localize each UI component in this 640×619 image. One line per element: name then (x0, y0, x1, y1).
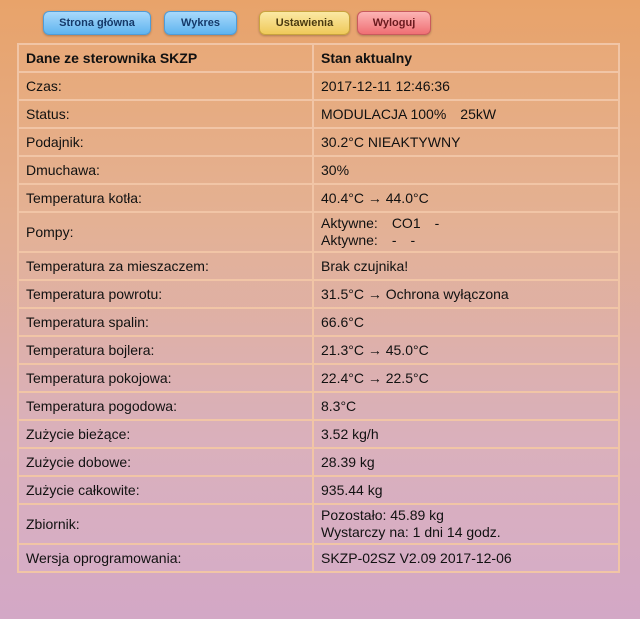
table-row-return-temp (18, 280, 619, 308)
settings-button[interactable]: Ustawienia (259, 11, 350, 35)
row-value: Brak czujnika! (313, 252, 619, 280)
pumps-extra: - (434, 215, 440, 231)
row-value (313, 212, 619, 252)
table-row-mixer-temp (18, 252, 619, 280)
row-value: 30% (313, 156, 619, 184)
row-label: Temperatura pogodowa: (18, 392, 313, 420)
pumps-name: CO1 (391, 215, 421, 231)
row-label: Temperatura powrotu: (18, 280, 313, 308)
row-label: Dmuchawa: (18, 156, 313, 184)
row-label: Czas: (18, 72, 313, 100)
status-mode: MODULACJA 100% (321, 106, 447, 122)
row-label: Temperatura za mieszaczem: (18, 252, 313, 280)
nav-bar (0, 0, 640, 40)
table-row-flue-temp (18, 308, 619, 336)
row-label: Zużycie dobowe: (18, 448, 313, 476)
row-value: 30.2°C NIEAKTYWNY (313, 128, 619, 156)
table-header-row (18, 44, 619, 72)
table-row-daily-usage (18, 448, 619, 476)
table-row-firmware (18, 544, 619, 572)
table-row-blower (18, 156, 619, 184)
row-value: 31.5°C → Ochrona wyłączona (313, 280, 619, 308)
row-value (313, 100, 619, 128)
table-row-time (18, 72, 619, 100)
logout-button[interactable]: Wyloguj (357, 11, 431, 35)
home-button[interactable]: Strona główna (43, 11, 151, 35)
row-value: 3.52 kg/h (313, 420, 619, 448)
header-data-source: Dane ze sterownika SKZP (18, 44, 313, 72)
pumps-active-label: Aktywne: (321, 232, 378, 248)
table-row-status (18, 100, 619, 128)
tank-duration: Wystarczy na: 1 dni 14 godz. (321, 524, 501, 540)
controller-data-table (17, 43, 620, 573)
row-label: Zużycie bieżące: (18, 420, 313, 448)
row-value: 935.44 kg (313, 476, 619, 504)
header-current-state: Stan aktualny (313, 44, 619, 72)
table-row-total-usage (18, 476, 619, 504)
row-value: 66.6°C (313, 308, 619, 336)
row-label: Pompy: (18, 212, 313, 252)
row-label: Zbiornik: (18, 504, 313, 544)
pumps-extra: - (410, 232, 416, 248)
row-value: SKZP-02SZ V2.09 2017-12-06 (313, 544, 619, 572)
row-value: 2017-12-11 12:46:36 (313, 72, 619, 100)
row-label: Temperatura pokojowa: (18, 364, 313, 392)
table-row-feeder (18, 128, 619, 156)
row-label: Temperatura kotła: (18, 184, 313, 212)
pumps-line-1 (321, 215, 611, 232)
row-label: Zużycie całkowite: (18, 476, 313, 504)
table-row-boiler-temp (18, 184, 619, 212)
row-value: 40.4°C → 44.0°C (313, 184, 619, 212)
row-label: Wersja oprogramowania: (18, 544, 313, 572)
row-label: Temperatura bojlera: (18, 336, 313, 364)
table-row-dhw-temp (18, 336, 619, 364)
row-value: 22.4°C → 22.5°C (313, 364, 619, 392)
row-value: 21.3°C → 45.0°C (313, 336, 619, 364)
table-row-current-usage (18, 420, 619, 448)
row-value: 8.3°C (313, 392, 619, 420)
tank-remaining: Pozostało: 45.89 kg (321, 507, 444, 523)
row-value: 28.39 kg (313, 448, 619, 476)
row-value (313, 504, 619, 544)
chart-button[interactable]: Wykres (164, 11, 237, 35)
pumps-name: - (391, 232, 397, 248)
pumps-active-label: Aktywne: (321, 215, 378, 231)
row-label: Temperatura spalin: (18, 308, 313, 336)
table-row-tank (18, 504, 619, 544)
row-label: Podajnik: (18, 128, 313, 156)
row-label: Status: (18, 100, 313, 128)
status-power: 25kW (460, 106, 497, 122)
table-row-pumps (18, 212, 619, 252)
table-row-weather-temp (18, 392, 619, 420)
table-row-room-temp (18, 364, 619, 392)
pumps-line-2 (321, 232, 611, 249)
